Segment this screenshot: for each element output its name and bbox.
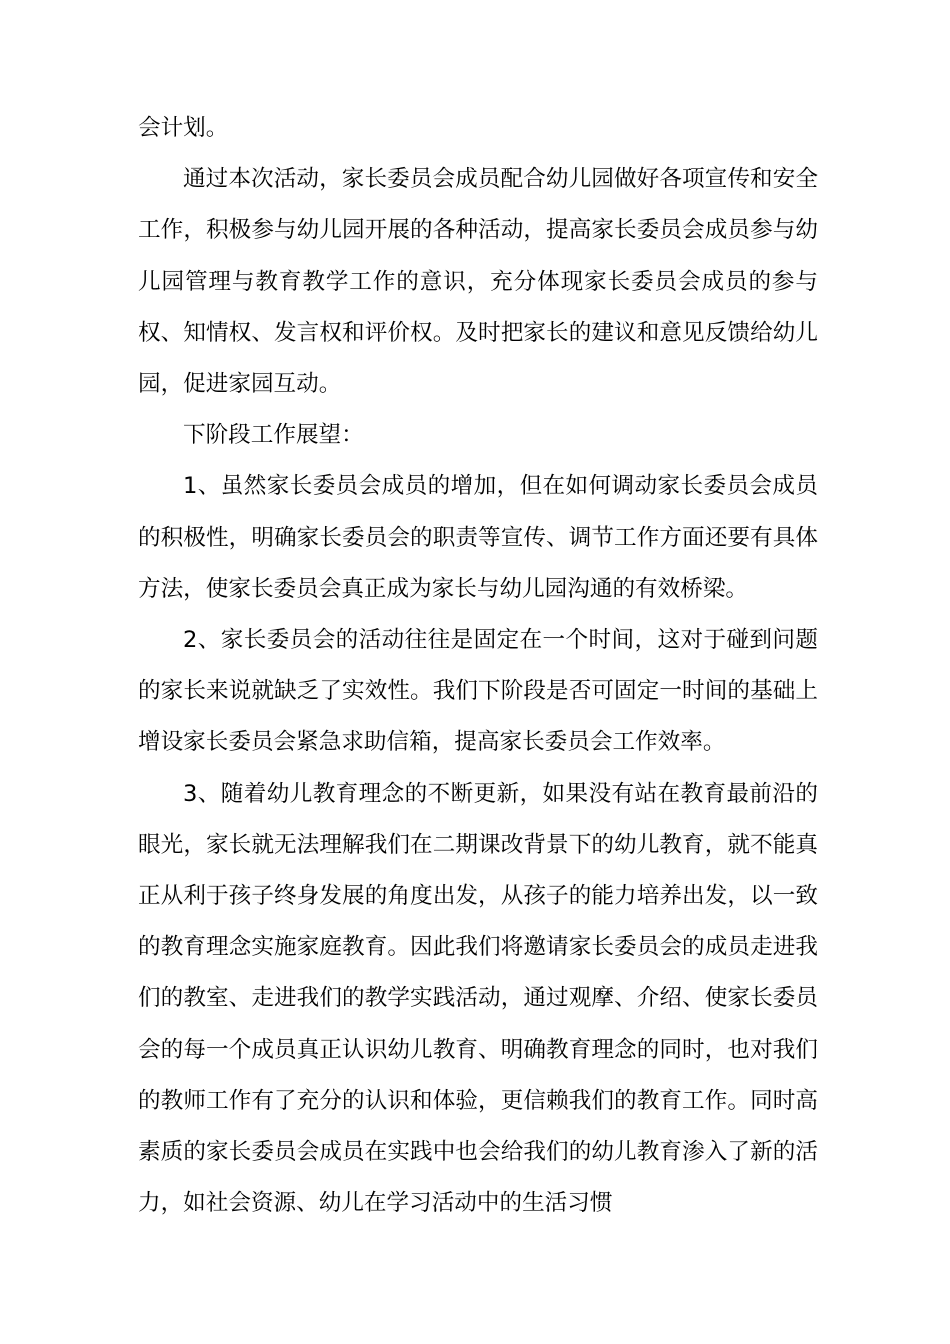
paragraph-continuation: 会计划。: [138, 115, 229, 141]
document-body: [138, 103, 818, 1229]
paragraph-outlook-item-2: 2、家长委员会的活动往往是固定在一个时间，这对于碰到问题的家长来说就缺乏了实效性。我们下阶段是否可固定一时间的基础上增设家长委员会紧急求助信箱，提高家长委员会工作效率。: [138, 627, 818, 756]
paragraph-outlook-item-1: 1、虽然家长委员会成员的增加，但在如何调动家长委员会成员的积极性，明确家长委员会的职责等宣传、调节工作方面还要有具体方法，使家长委员会真正成为家长与幼儿园沟通的有效桥梁。: [138, 473, 818, 602]
paragraph-outlook-item-3: 3、随着幼儿教育理念的不断更新，如果没有站在教育最前沿的眼光，家长就无法理解我们在二期课改背景下的幼儿教育，就不能真正从利于孩子终身发展的角度出发，从孩子的能力培养出发，以一致的教育理念实施家庭教育。因此我们将邀请家长委员会的成员走进我们的教室、走进我们的教学实践活动，通过观摩、介绍、使家长委员会的每一个成员真正认识幼儿教育、明确教育理念的同时，也对我们的教师工作有了充分的认识和体验，更信赖我们的教育工作。同时高素质的家长委员会成员在实践中也会给我们的幼儿教育渗入了新的活力，如社会资源、幼儿在学习活动中的生活习惯: [138, 780, 818, 1217]
paragraph-outlook-heading: 下阶段工作展望：: [183, 422, 364, 449]
paragraph-activity-summary: 通过本次活动，家长委员会成员配合幼儿园做好各项宣传和安全工作，积极参与幼儿园开展的各种活动，提高家长委员会成员参与幼儿园管理与教育教学工作的意识，充分体现家长委员会成员的参与权、知情权、发言权和评价权。及时把家长的建议和意见反馈给幼儿园，促进家园互动。: [138, 166, 818, 398]
